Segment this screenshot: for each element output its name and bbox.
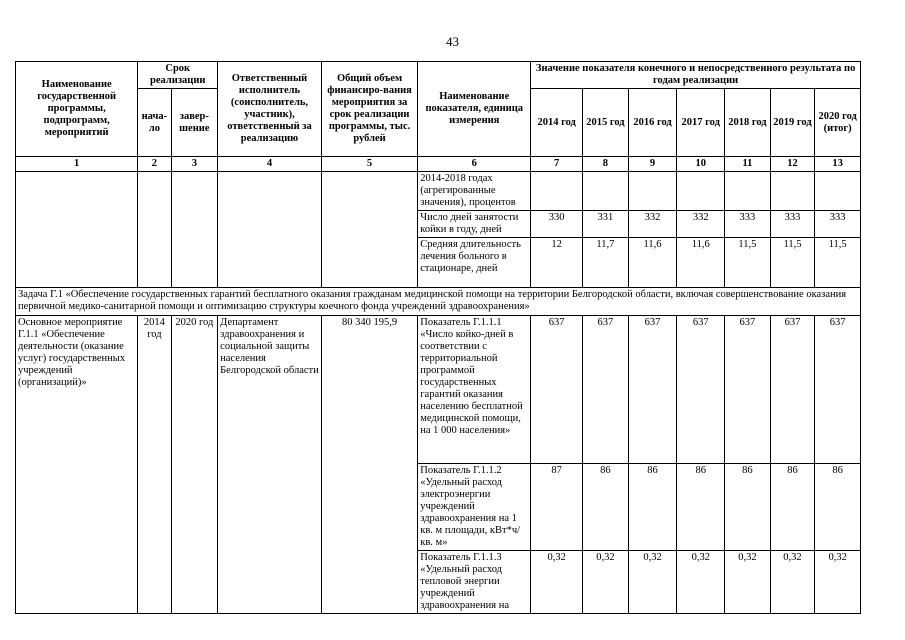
value-cell: 637 [677,316,725,464]
indicator-cell: Показатель Г.1.1.2 «Удельный расход электроэнергии учреждений здравоохранения на 1 кв. м площади, кВт*ч/кв. м» [418,464,531,551]
header-end: завер-шение [171,89,218,157]
value-cell: 0,32 [815,551,861,614]
value-cell: 86 [583,464,629,551]
value-cell: 0,32 [725,551,771,614]
indicator-cell: Показатель Г.1.1.3 «Удельный расход тепловой энергии учреждений здравоохранения на [418,551,531,614]
value-cell: 333 [815,211,861,238]
value-cell: 0,32 [770,551,815,614]
header-values: Значение показателя конечного и непосредственного результата по годам реализации [531,62,861,89]
value-cell [628,172,677,211]
program-table [15,61,861,614]
value-cell: 333 [770,211,815,238]
value-cell: 87 [531,464,583,551]
value-cell [815,172,861,211]
value-cell: 0,32 [628,551,677,614]
value-cell [677,172,725,211]
header-year: 2015 год [583,89,629,157]
value-cell: 332 [628,211,677,238]
value-cell: 11,6 [628,238,677,288]
value-cell: 637 [725,316,771,464]
column-number: 8 [583,157,629,172]
value-cell: 11,5 [770,238,815,288]
value-cell: 637 [815,316,861,464]
column-number: 4 [218,157,322,172]
header-year: 2020 год (итог) [815,89,861,157]
value-cell [583,172,629,211]
value-cell: 86 [677,464,725,551]
activity-name: Основное мероприятие Г.1.1 «Обеспечение деятельности (оказание услуг) государственных учреждений (организаций)» [16,316,138,614]
value-cell: 0,32 [677,551,725,614]
column-number: 1 [16,157,138,172]
value-cell: 11,5 [725,238,771,288]
value-cell: 330 [531,211,583,238]
column-number: 2 [138,157,171,172]
value-cell: 11,6 [677,238,725,288]
column-number: 12 [770,157,815,172]
value-cell: 331 [583,211,629,238]
header-year: 2014 год [531,89,583,157]
empty-cell [138,172,171,288]
indicator-cell: Число дней занятости койки в году, дней [418,211,531,238]
value-cell [725,172,771,211]
column-number: 5 [321,157,417,172]
activity-executor: Департамент здравоохранения и социальной защиты населения Белгородской области [218,316,322,614]
value-cell: 86 [815,464,861,551]
value-cell: 332 [677,211,725,238]
value-cell: 12 [531,238,583,288]
header-year: 2018 год [725,89,771,157]
column-number: 13 [815,157,861,172]
column-number: 11 [725,157,771,172]
value-cell: 637 [583,316,629,464]
empty-cell [171,172,218,288]
indicator-cell: Средняя длительность лечения больного в стационаре, дней [418,238,531,288]
header-start: нача-ло [138,89,171,157]
header-executor: Ответственный исполнитель (соисполнитель, участник), ответственный за реализацию [218,62,322,157]
value-cell: 86 [725,464,771,551]
indicator-cell: 2014-2018 годах (агрегированные значения), процентов [418,172,531,211]
activity-funding: 80 340 195,9 [321,316,417,614]
activity-start: 2014 год [138,316,171,614]
value-cell: 637 [628,316,677,464]
value-cell: 11,7 [583,238,629,288]
value-cell: 11,5 [815,238,861,288]
task-row: Задача Г.1 «Обеспечение государственных гарантий бесплатного оказания гражданам медицинской помощи на территории Белгородской области, включая совершенствование оказания первичной медико-санитарной помощи и оптимизацию структуры коечного фонда учреждений здравоохранения» [16,288,861,316]
column-number: 3 [171,157,218,172]
empty-cell [16,172,138,288]
column-number: 9 [628,157,677,172]
header-year: 2017 год [677,89,725,157]
indicator-cell: Показатель Г.1.1.1 «Число койко-дней в соответствии с территориальной программой государственных гарантий оказания населению бесплатной медицинской помощи, на 1 000 населения» [418,316,531,464]
header-funding: Общий объем финансиро-вания мероприятия за срок реализации программы, тыс. рублей [321,62,417,157]
empty-cell [218,172,322,288]
page-number: 43 [446,34,459,49]
header-year: 2016 год [628,89,677,157]
header-name: Наименование государственной программы, подпрограмм, мероприятий [16,62,138,157]
value-cell: 0,32 [583,551,629,614]
header-period: Срок реализации [138,62,218,89]
value-cell: 333 [725,211,771,238]
header-indicator: Наименование показателя, единица измерения [418,62,531,157]
value-cell: 637 [531,316,583,464]
activity-end: 2020 год [171,316,218,614]
value-cell: 86 [770,464,815,551]
value-cell: 0,32 [531,551,583,614]
value-cell: 637 [770,316,815,464]
column-number: 7 [531,157,583,172]
value-cell: 86 [628,464,677,551]
value-cell [531,172,583,211]
empty-cell [321,172,417,288]
header-year: 2019 год [770,89,815,157]
column-number: 10 [677,157,725,172]
column-number: 6 [418,157,531,172]
value-cell [770,172,815,211]
